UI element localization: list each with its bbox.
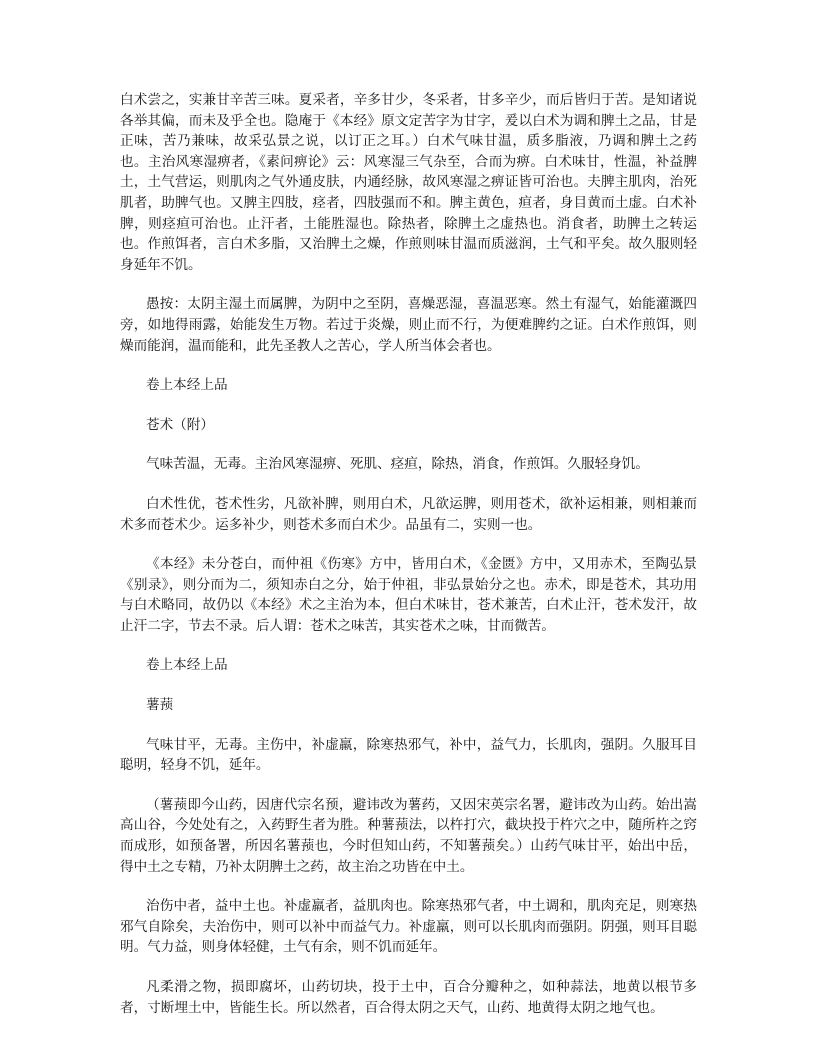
paragraph-cangzhu-history: 《本经》未分苍白，而仲祖《伤寒》方中，皆用白术，《金匮》方中，又用赤术，至陶弘景《别录》，则分而为二，须知赤白之分，始于仲祖，非弘景始分之也。赤术，即是苍术，其功用与白术略同，故仍以《本经》术之主治为本，但白术味甘，苍术兼苦，白术止汗，苍术发汗，故止汗二字，节去不录。后人谓：苍术之味苦，其实苍术之味，甘而微苦。 (120, 556, 697, 634)
paragraph-author-note: 愚按：太阴主湿土而属脾，为阴中之至阴，喜燥恶湿，喜温恶寒。然土有湿气，始能灌溉四旁，如地得雨露，始能发生万物。若过于炎燥，则止而不行，为便难脾约之证。白术作煎饵，则燥而能润，温而能和，此先圣教人之苦心，学人所当体会者也。 (120, 296, 697, 354)
entry-title-cangzhu: 苍术（附） (146, 416, 214, 433)
section-heading-volume: 卷上本经上品 (146, 377, 228, 394)
paragraph-cangzhu-properties: 气味苦温，无毒。主治风寒湿痹、死肌、痉疸，除热，消食，作煎饵。久服轻身饥。 (146, 456, 649, 473)
document-page (120, 90, 697, 1037)
paragraph-shuyu-name-origin: （薯蓣即今山药，因唐代宗名预，避讳改为薯药，又因宋英宗名署，避讳改为山药。始出嵩高山谷，今处处有之，入药野生者为胜。种薯蓣法，以杵打穴，截块投于杵穴之中，随所杵之窍而成形，如预备署，所因名薯蓣也，今时但知山药，不知薯蓣矣。）山药气味甘平，始出中岳，得中土之专精，乃补太阴脾土之药，故主治之功皆在中土。 (120, 796, 697, 875)
section-heading-volume-2: 卷上本经上品 (146, 657, 228, 674)
paragraph-shuyu-effects: 治伤中者，益中土也。补虚羸者，益肌肉也。除寒热邪气者，中土调和，肌肉充足，则寒热邪气自除矣，夫治伤中，则可以补中而益气力。补虚羸，则可以长肌肉而强阴。阴强，则耳目聪明。气力益，则身体轻健，土气有余，则不饥而延年。 (120, 898, 697, 956)
paragraph-shuyu-properties: 气味甘平，无毒。主伤中，补虚羸，除寒热邪气，补中，益气力，长肌肉，强阴。久服耳目聪明，轻身不饥，延年。 (120, 736, 697, 774)
paragraph-baizhu-taste: 白术尝之，实兼甘辛苦三味。夏采者，辛多甘少，冬采者，甘多辛少，而后皆归于苦。是知诸说各举其偏，而未及乎全也。隐庵于《本经》原文定苦字为甘字，爰以白术为调和脾土之品，甘是正味，苦乃兼味，故采弘景之说，以订正之耳。）白术气味甘温，质多脂液，乃调和脾土之药也。主治风寒湿痹者，《素问痹论》云：风寒湿三气杂至，合而为痹。白术味甘，性温，补益脾土，土气营运，则肌肉之气外通皮肤，内通经脉，故风寒湿之痹证皆可治也。夫脾主肌肉，治死肌者，助脾气也。又脾主四肢，痉者，四肢强而不和。脾主黄色，疸者，身目黄而土虚。白术补脾，则痉疸可治也。止汗者，土能胜湿也。除热者，除脾土之虚热也。消食者，助脾土之转运也。作煎饵者，言白术多脂，又治脾土之燥，作煎则味甘温而质滋润，土气和平矣。故久服则轻身延年不饥。 (120, 92, 697, 273)
paragraph-cangzhu-comparison: 白术性优，苍术性劣，凡欲补脾，则用白术，凡欲运脾，则用苍术，欲补运相兼，则相兼而术多而苍术少。运多补少，则苍术多而白术少。品虽有二，实则一也。 (120, 495, 697, 533)
paragraph-shuyu-cultivation: 凡柔滑之物，损即腐坏，山药切块，投于土中，百合分瓣种之，如种蒜法，地黄以根节多者，寸断埋土中，皆能生长。所以然者，百合得太阴之天气，山药、地黄得太阴之地气也。 (120, 979, 697, 1016)
entry-title-shuyu: 薯蓣 (146, 697, 174, 714)
